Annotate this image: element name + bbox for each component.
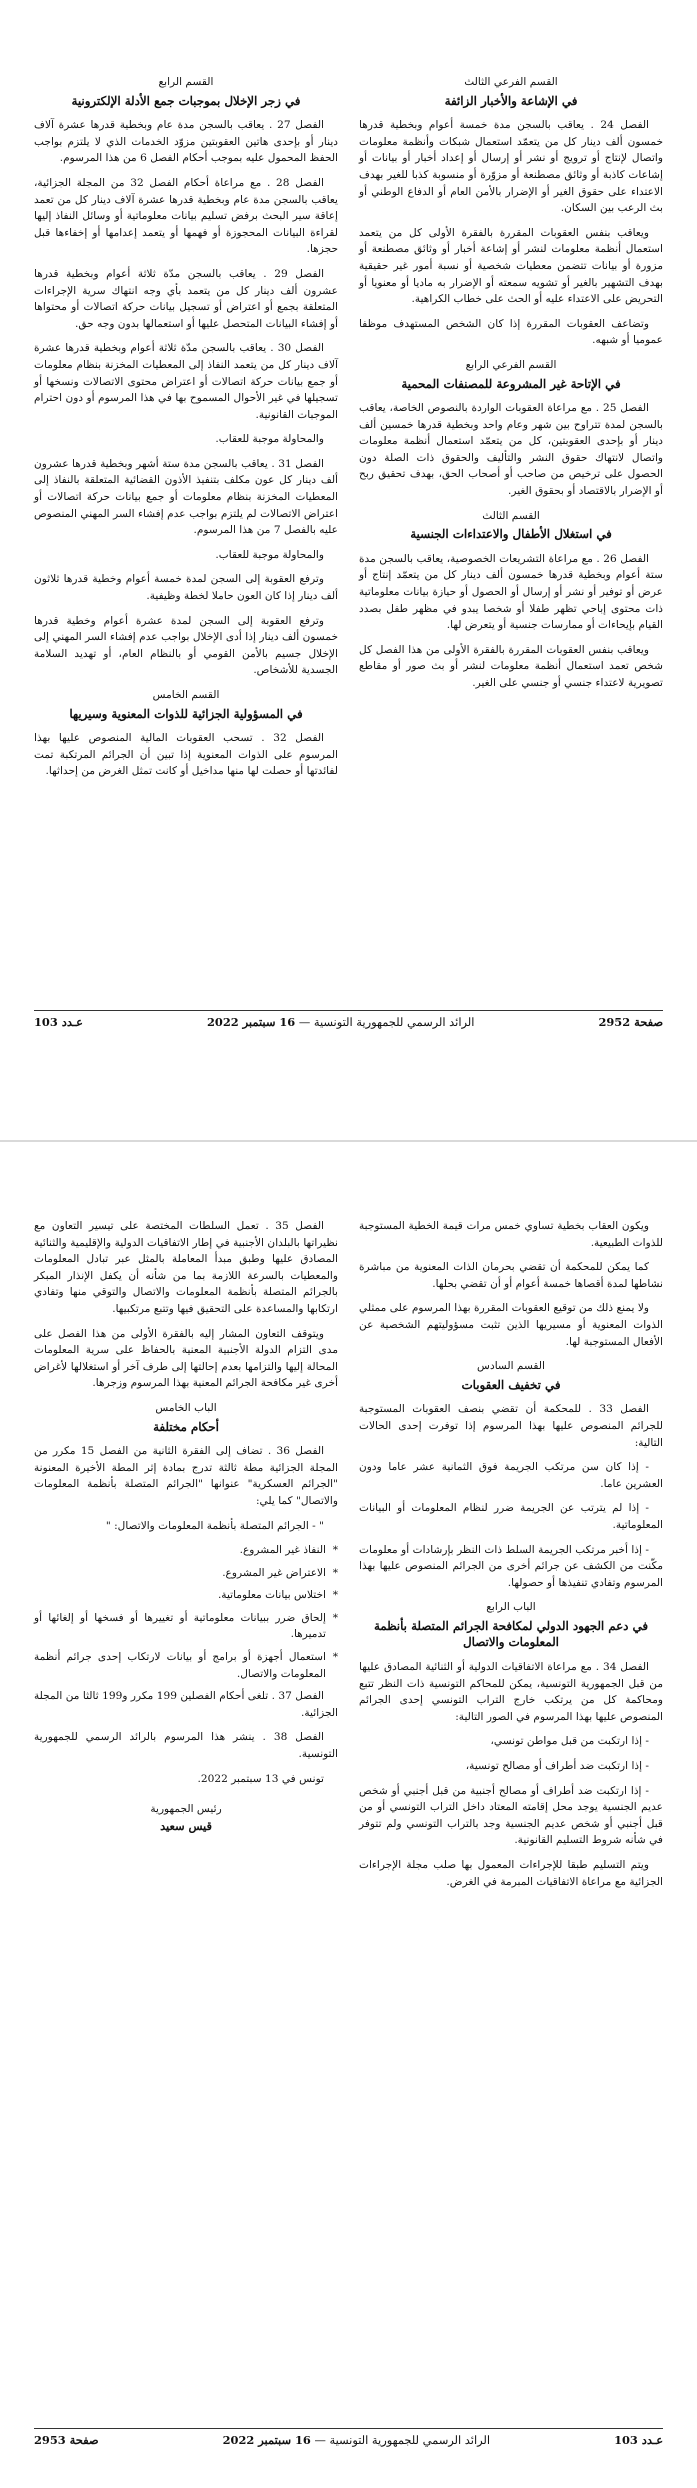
- article-28: الفصل 28 . مع مراعاة أحكام الفصل 32 من المجلة الجزائية، يعاقب بالسجن مدة عام وبخطية قدرها عشرة آلاف دينار كل من تعمد إعاقة سير البحث برفض تسليم بيانات معلوماتية أو وسائل النفاذ إليها لقراءة البيانات المحجوزة أو فهمها أو يتعمد إعدامها أو إخفاءها قبل حجزها.: [34, 176, 338, 256]
- section-subheading: القسم الفرعي الثالث: [464, 76, 558, 88]
- section-subheading: القسم الرابع: [158, 76, 214, 88]
- gazette-name: الرائد الرسمي للجمهورية التونسية —: [310, 2433, 491, 2447]
- article-24-para-3: وتضاعف العقوبات المقررة إذا كان الشخص المستهدف موظفا عموميا أو شبهه.: [359, 317, 663, 347]
- section-title: في تخفيف العقوبات: [461, 1377, 561, 1392]
- article-31-para-3: وترفع العقوبة إلى السجن لمدة خمسة أعوام وخطية قدرها ثلاثون ألف دينار إذا كان العون حاملا لخطة وظيفية.: [34, 573, 338, 603]
- article-26: الفصل 26 . مع مراعاة التشريعات الخصوصية، يعاقب بالسجن مدة ستة أعوام وبخطية قدرها خمسون ألف دينار كل من يتعمّد إنتاج أو عرض أو توفير أو نشر أو إرسال أو الحصول أو حيازة بيانات معلوماتية ذات محتوى إباحي تظهر طفلا أو شخصا يبدو في مظهر طفل بصدد القيام بإيحاءات أو ممارسات جنسية أو يتعرض لها.: [359, 552, 663, 632]
- section-title: في الإتاحة غير المشروعة للمصنفات المحمية: [401, 376, 621, 391]
- gazette-date: 16 سبتمبر 2022: [222, 2433, 311, 2447]
- page1-right-column: [359, 70, 663, 788]
- article-38: الفصل 38 . ينشر هذا المرسوم بالرائد الرسمي للجمهورية التونسية.: [34, 1731, 338, 1761]
- article-35-para-2: ويتوقف التعاون المشار إليه بالفقرة الأولى من هذا الفصل على مدى التزام الدولة الأجنبية المعنية بالحفاظ على سرية المعلومات المحالة إليها والتزامها بعدم إحالتها إلى طرف آخر أو استغلالها لأغراض أخرى غير مكافحة الجرائم المعنية بهذا المرسوم وزجرها.: [34, 1327, 338, 1390]
- section-subheading: القسم الثالث: [482, 509, 540, 522]
- article-32: الفصل 32 . تسحب العقوبات المالية المنصوص عليها بهذا المرسوم على الذوات المعنوية إذا تبين أن الجرائم المرتكبة تمت لفائدتها أو حصلت لها منها مداخيل أو كانت تمثل الغرض من إحداثها.: [34, 732, 338, 778]
- date-line: تونس في 13 سبتمبر 2022.: [197, 1772, 324, 1785]
- section-title: في زجر الإخلال بموجبات جمع الأدلة الإلكترونية: [71, 93, 301, 108]
- article-34: الفصل 34 . مع مراعاة الاتفاقيات الدولية أو الثنائية المصادق عليها من قبل الجمهورية التونسية، يمكن للمحاكم التونسية ذات النظر تتبع ومحاكمة كل من يرتكب خارج التراب التونسي إحدى الجرائم المنصوص عليها بهذا المرسوم في الصور التالية:: [359, 1661, 663, 1723]
- page-2952: [0, 0, 697, 1058]
- section-title: في دعم الجهود الدولي لمكافحة الجرائم المتصلة بأنظمة المعلومات والاتصال: [373, 1618, 649, 1650]
- section-title: في الإشاعة والأخبار الزائفة: [444, 93, 578, 108]
- article-34-case-2: - إذا ارتكبت ضد أطراف أو مصالح تونسية،: [465, 1760, 649, 1773]
- page1-left-column: [34, 70, 338, 788]
- article-34-case-1: - إذا ارتكبت من قبل مواطن تونسي،: [490, 1735, 649, 1748]
- article-36: الفصل 36 . تضاف إلى الفقرة الثانية من الفصل 15 مكرر من المجلة الجزائية مطة ثالثة تدرج بمادة إثر المطة الأخيرة المعنونة "الجرائم العسكرية" عنوانها "الجرائم المتصلة بأنظمة المعلومات والاتصال" كما يلي:: [34, 1445, 338, 1507]
- page1-footer: [34, 1010, 663, 1033]
- section-subheading: الباب الخامس: [155, 1401, 217, 1414]
- page-separator: [0, 1140, 697, 1142]
- gazette-name: الرائد الرسمي للجمهورية التونسية —: [295, 1015, 475, 1029]
- page2-footer: [34, 2428, 663, 2451]
- article-29: الفصل 29 . يعاقب بالسجن مدّة ثلاثة أعوام وبخطية قدرها عشرون ألف دينار كل من يتعمد بأي وجه انتهاك سرية الإجراءات المتعلقة بجمع أو اعتراض أو تسجيل بيانات حركة اتصالات أو محتواها أو إفشاء البيانات المتحصل عليها أو استعمالها بدون وجه حق.: [34, 267, 338, 330]
- gazette-title: [207, 1015, 474, 1029]
- signature-block: [34, 1801, 338, 1834]
- article-33: الفصل 33 . للمحكمة أن تقضي بنصف العقوبات المستوجبة للجرائم المنصوص عليها بهذا المرسوم إذا توفرت إحدى الحالات التالية:: [359, 1403, 663, 1449]
- article-26-para-2: ويعاقب بنفس العقوبات المقررة بالفقرة الأولى من هذا الفصل كل شخص تعمد استعمال أنظمة معلومات لنشر أو بث صور أو مقاطع تصويرية لاعتداء جنسي أو جنسي على الغير.: [359, 643, 663, 689]
- issue-number: عـدد 103: [614, 2433, 663, 2447]
- article-27: الفصل 27 . يعاقب بالسجن مدة عام وبخطية قدرها عشرة آلاف دينار أو بإحدى هاتين العقوبتين مزوّد الخدمات الذي لا يلتزم بواجب الحفظ المحمول عليه بموجب أحكام الفصل 6 من هذا المرسوم.: [34, 119, 338, 165]
- list-item: * النفاذ غير المشروع.: [34, 1542, 338, 1559]
- article-24: الفصل 24 . يعاقب بالسجن مدة خمسة أعوام وبخطية قدرها خمسون ألف دينار كل من يتعمّد استعمال شبكات وأنظمة معلومات واتصال لإنتاج أو ترويج أو نشر أو إرسال أو إعداد أخبار أو بيانات أو إشاعات كاذبة أو وثائق مصطنعة أو مزوّرة أو منسوبة كذبا للغير بهدف الاعتداء على حقوق الغير أو الإضرار بالأمن العام أو الدفاع الوطني أو بث الرعب بين السكان.: [359, 119, 663, 215]
- signature-title: رئيس الجمهورية: [150, 1803, 222, 1816]
- gazette-title: [223, 2433, 490, 2447]
- signature-name: قيس سعيد: [160, 1818, 212, 1833]
- page2-columns: [34, 1218, 663, 1898]
- section-title: أحكام مختلفة: [153, 1419, 219, 1434]
- section-title: في المسؤولية الجزائية للذوات المعنوية وسيريها: [69, 706, 303, 721]
- article-32-para-3: كما يمكن للمحكمة أن تقضي بحرمان الذات المعنوية من مباشرة نشاطها لمدة أقصاها خمسة أعوام أو أن تقضي بحلها.: [359, 1261, 663, 1290]
- section-subheading: القسم السادس: [477, 1360, 545, 1373]
- article-30: الفصل 30 . يعاقب بالسجن مدّة ثلاثة أعوام وبخطية قدرها عشرة آلاف دينار كل من يتعمد النفاذ إلى المعطيات المخزنة بنظام معلومات أو جمع بيانات حركة اتصالات أو اعتراض محتوى الاتصالات ونسخها أو تسجيلها في غير الأحوال المسموح بها في هذا المرسوم أو دون احترام الموجبات القانونية.: [34, 342, 338, 421]
- list-item: * اختلاس بيانات معلوماتية.: [34, 1587, 338, 1604]
- section-subheading: الباب الرابع: [486, 1601, 536, 1614]
- article-33-case-1: - إذا كان سن مرتكب الجريمة فوق الثمانية عشر عاما ودون العشرين عاما.: [359, 1461, 663, 1490]
- page1-columns: [34, 70, 663, 788]
- article-31-para-4: وترفع العقوبة إلى السجن لمدة عشرة أعوام وخطية قدرها خمسون ألف دينار إذا أدى الإخلال بواجب عدم إفشاء السر المهني إلى الإخلال جسيم بالأمن القومي أو بالنظام العام، أو تهديد السلامة الجسدية للأشخاص.: [34, 614, 338, 677]
- article-33-case-3: - إذا أخبر مرتكب الجريمة السلط ذات النظر بإرشادات أو معلومات مكّنت من الكشف عن جرائم أخرى من الجرائم المنصوص عليها بهذا المرسوم وتفادي تنفيذها أو حصولها.: [359, 1543, 663, 1589]
- gazette-date: 16 سبتمبر 2022: [206, 1015, 296, 1029]
- article-30-para-2: والمحاولة موجبة للعقاب.: [215, 433, 324, 446]
- article-33-case-2: - إذا لم يترتب عن الجريمة ضرر لنظام المعلومات أو البيانات المعلوماتية.: [359, 1502, 663, 1531]
- article-35: الفصل 35 . تعمل السلطات المختصة على تيسير التعاون مع نظيراتها بالبلدان الأجنبية في إطار الاتفاقيات الدولية والإقليمية والثنائية المصادق عليها وطبق مبدأ المعاملة بالمثل عبر تبادل المعلومات والمعطيات بالسرعة اللازمة بما من شأنه أن يكفل الإنذار المبكر بالجرائم المتصلة بأنظمة المعلومات والاتصال والتوقي منها وتفادي ارتكابها والمساعدة على التحقيق فيها وتتبع مرتكبيها.: [34, 1220, 338, 1315]
- page-number: صفحة 2952: [598, 1015, 663, 1029]
- section-title: في استغلال الأطفال والاعتداءات الجنسية: [410, 527, 612, 542]
- page2-right-column: [359, 1218, 663, 1898]
- list-item: * استعمال أجهزة أو برامج أو بيانات لارتكاب إحدى جرائم أنظمة المعلومات والاتصال.: [34, 1649, 338, 1682]
- article-31: الفصل 31 . يعاقب بالسجن مدة ستة أشهر وبخطية قدرها عشرون ألف دينار كل عون مكلف بتنفيذ الأذون القضائية المتعلقة بالنفاذ إلى المعطيات المخزنة بنظام معلومات أو جمع بيانات حركة اتصالات أو اعتراض الاتصالات لم يلتزم بواجب عدم إفشاء السر المهني المنصوص عليه بالفصل 7 من هذا المرسوم.: [34, 457, 338, 537]
- page2-left-column: [34, 1218, 338, 1898]
- issue-number: عـدد 103: [34, 1015, 83, 1029]
- section-subheading: القسم الفرعي الرابع: [465, 358, 557, 371]
- list-item: * الاعتراض غير المشروع.: [34, 1565, 338, 1582]
- list-item: * إلحاق ضرر ببيانات معلوماتية أو تغييرها أو فسخها أو إلغائها أو تدميرها.: [34, 1610, 338, 1643]
- article-34-para-2: ويتم التسليم طبقا للإجراءات المعمول بها صلب مجلة الإجراءات الجزائية مع مراعاة الاتفاقيات المبرمة في الغرض.: [359, 1859, 663, 1888]
- article-36-quote: " - الجرائم المتصلة بأنظمة المعلومات والاتصال: ": [105, 1519, 324, 1532]
- article-32-para-4: ولا يمنع ذلك من توقيع العقوبات المقررة بهذا المرسوم على ممثلي الذوات المعنوية أو مسيريها الذين تثبت مسؤوليتهم الشخصية عن الأفعال المستوجبة لها.: [359, 1302, 663, 1348]
- article-31-para-2: والمحاولة موجبة للعقاب.: [215, 548, 324, 561]
- article-25: الفصل 25 . مع مراعاة العقوبات الواردة بالنصوص الخاصة، يعاقب بالسجن لمدة تتراوح بين شهر وعام واحد وبخطية قدرها خمسين ألف دينار أو بإحدى العقوبتين، كل من يتعمّد استعمال أنظمة معلومات واتصال لانتهاك حقوق النشر والتأليف والحقوق ذات الصلة دون الحصول على ترخيص من صاحب أو أصحاب الحق، بهدف تحقيق ربح أو الإضرار بالاقتصاد أو بحقوق الغير.: [359, 402, 663, 498]
- section-subheading: القسم الخامس: [152, 689, 220, 701]
- article-24-para-2: ويعاقب بنفس العقوبات المقررة بالفقرة الأولى كل من يتعمد استعمال أنظمة معلومات لنشر أو إشاعة أخبار أو وثائق مصطنعة أو مزورة أو بيانات تتضمن معطيات شخصية أو نسبة أمور غير حقيقية بهدف التشهير بالغير أو تشويه سمعته أو الإضرار به ماديا أو معنويا أو التحريض على الاعتداء عليه أو الحث على خطاب الكراهية.: [359, 226, 663, 306]
- article-37: الفصل 37 . تلغى أحكام الفصلين 199 مكرر و199 ثالثا من المجلة الجزائية.: [34, 1690, 338, 1719]
- page-2953: [0, 1148, 697, 2488]
- page-number: صفحة 2953: [34, 2433, 99, 2447]
- article-34-case-3: - إذا ارتكبت ضد أطراف أو مصالح أجنبية من قبل أجنبي أو شخص عديم الجنسية يوجد محل إقامته المعتاد داخل التراب التونسي أو من قبل أجنبي أو شخص عديم الجنسية وجد بالتراب التونسي ولم تتوفر في شأنه شروط التسليم القانونية.: [359, 1784, 663, 1847]
- article-32-para-2: ويكون العقاب بخطية تساوي خمس مرات قيمة الخطية المستوجبة للذوات الطبيعية.: [359, 1220, 663, 1249]
